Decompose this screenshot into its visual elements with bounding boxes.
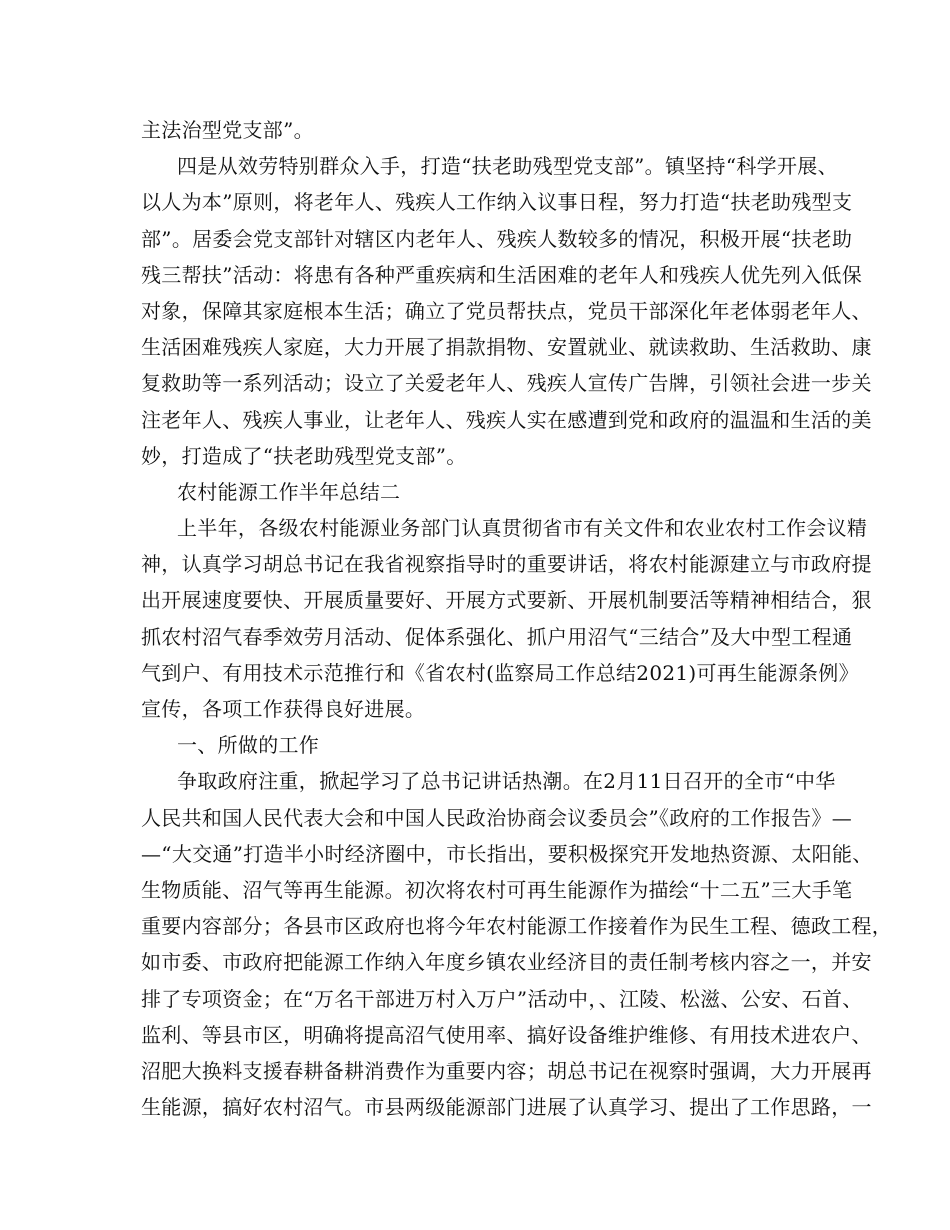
- text-line: 生物质能、沼气等再生能源。初次将农村可再生能源作为描绘“十二五”三大手笔: [141, 877, 853, 902]
- text-line: 重要内容部分；各县市区政府也将今年农村能源工作接着作为民生工程、德政工程，: [141, 914, 893, 939]
- text-line: 四是从效劳特别群众入手，打造“扶老助残型党支部”。镇坚持“科学开展、: [177, 154, 838, 179]
- text-line: 生能源，搞好农村沼气。市县两级能源部门进展了认真学习、提出了工作思路，一: [141, 1095, 872, 1120]
- text-line: 注老年人、残疾人事业，让老年人、残疾人实在感遭到党和政府的温温和生活的美: [141, 407, 872, 432]
- text-line: 部”。居委会党支部针对辖区内老年人、残疾人数较多的情况，积极开展“扶老助: [141, 226, 853, 251]
- text-line: 抓农村沼气春季效劳月活动、促体系强化、抓户用沼气“三结合”及大中型工程通: [141, 624, 853, 649]
- text-line: 沼肥大换料支援春耕备耕消费作为重要内容；胡总书记在视察时强调，大力开展再: [141, 1058, 872, 1083]
- text-line: 如市委、市政府把能源工作纳入年度乡镇农业经济目的责任制考核内容之一，并安: [141, 950, 872, 975]
- text-line: 人民共和国人民代表大会和中国人民政治协商会议委员会”《政府的工作报告》—: [141, 805, 853, 830]
- text-line: 妙，打造成了“扶老助残型党支部”。: [141, 443, 467, 468]
- text-line: 主法治型党支部”。: [141, 118, 314, 142]
- text-line: 一、所做的工作: [177, 733, 320, 758]
- text-line: 气到户、有用技术示范推行和《省农村(监察局工作总结2021)可再生能源条例》: [141, 660, 859, 685]
- text-line: 神，认真学习胡总书记在我省视察指导时的重要讲话，将农村能源建立与市政府提: [141, 552, 872, 577]
- text-line: 生活困难残疾人家庭，大力开展了捐款捐物、安置就业、就读救助、生活救助、康: [141, 335, 872, 360]
- text-line: 上半年，各级农村能源业务部门认真贯彻省市有关文件和农业农村工作会议精: [177, 516, 868, 541]
- text-line: —“大交通”打造半小时经济圈中，市长指出，要积极探究开发地热资源、太阳能、: [141, 841, 873, 866]
- text-line: 监利、等县市区，明确将提高沼气使用率、搞好设备维护维修、有用技术进农户、: [141, 1022, 872, 1047]
- text-line: 以人为本”原则，将老年人、残疾人工作纳入议事日程，努力打造“扶老助残型支: [141, 190, 853, 215]
- text-line: 出开展速度要快、开展质量要好、开展方式要新、开展机制要活等精神相结合，狠: [141, 588, 872, 613]
- text-line: 残三帮扶”活动：将患有各种严重疾病和生活困难的老年人和残疾人优先列入低保: [141, 262, 863, 287]
- text-line: 排了专项资金；在“万名干部进万村入万户”活动中，、江陵、松滋、公安、石首、: [141, 986, 863, 1011]
- text-line: 宣传，各项工作获得良好进展。: [141, 697, 426, 721]
- text-line: 复救助等一系列活动；设立了关爱老年人、残疾人宣传广告牌，引领社会进一步关: [141, 371, 872, 396]
- document-body: [141, 112, 893, 1125]
- text-line: 对象，保障其家庭根本生活；确立了党员帮扶点，党员干部深化年老体弱老年人、: [141, 298, 872, 323]
- text-line: 农村能源工作半年总结二: [177, 479, 401, 504]
- text-line: 争取政府注重，掀起学习了总书记讲话热潮。在2月11日召开的全市“中华: [177, 769, 836, 794]
